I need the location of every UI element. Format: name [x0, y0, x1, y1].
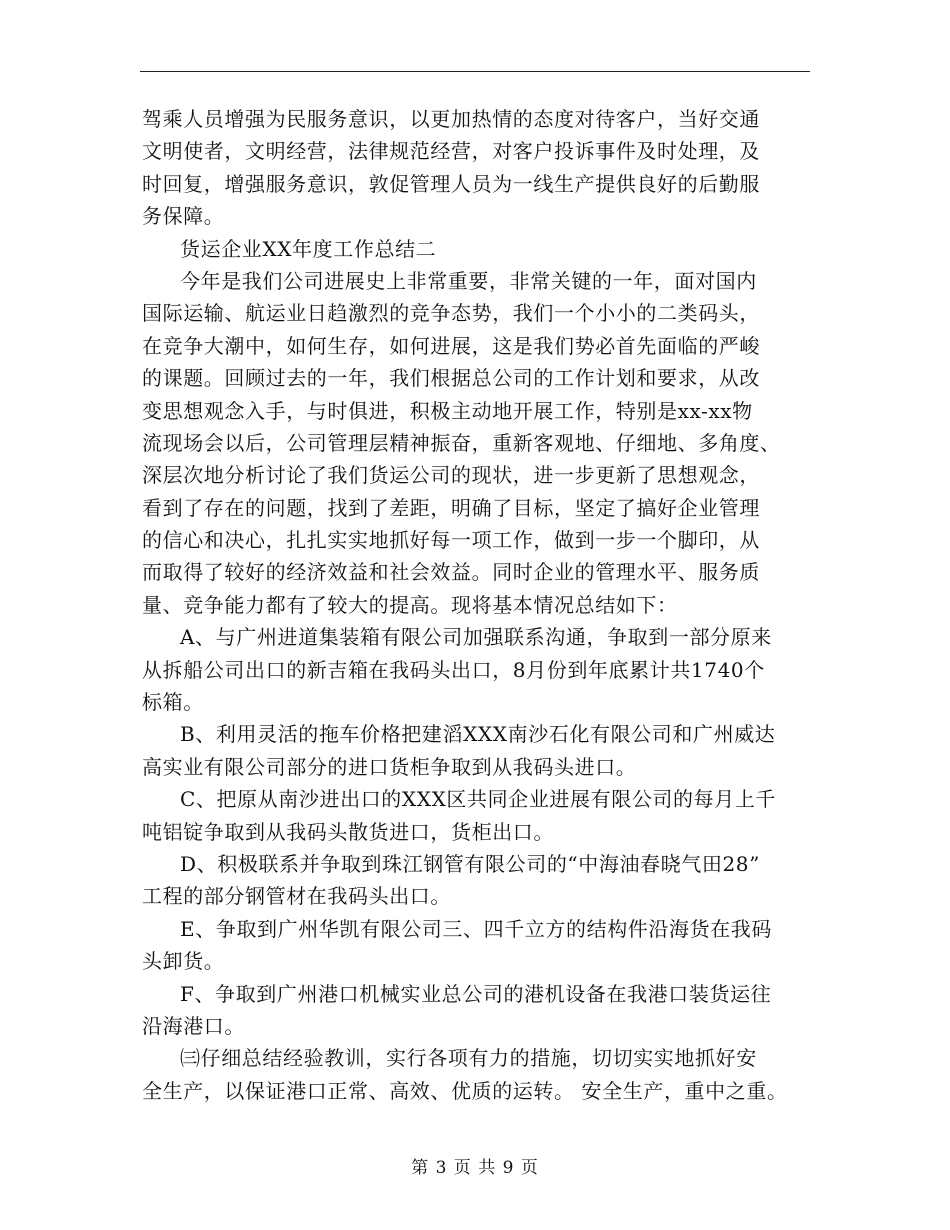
- text-line: 今年是我们公司进展史上非常重要，非常关键的一年，面对国内: [180, 268, 757, 293]
- list-item-e: E、争取到广州华凯有限公司三、四千立方的结构件沿海货在我码: [180, 916, 772, 941]
- text-line: 时回复，增强服务意识，敦促管理人员为一线生产提供良好的后勤服: [142, 171, 760, 196]
- text-line: 驾乘人员增强为民服务意识，以更加热情的态度对待客户，当好交通: [142, 107, 760, 131]
- text-line: 从拆船公司出口的新吉箱在我码头出口，8月份到年底累计共1740个: [142, 657, 765, 682]
- list-item-c: C、把原从南沙进出口的XXX区共同企业进展有限公司的每月上千: [180, 787, 777, 812]
- section-3-start: ㈢仔细总结经验教训，实行各项有力的措施，切切实实地抓好安: [180, 1046, 757, 1071]
- section-heading: 货运企业XX年度工作总结二: [180, 236, 437, 261]
- page-number: 第 3 页 共 9 页: [411, 1158, 539, 1178]
- list-item-d: D、积极联系并争取到珠江钢管有限公司的“中海油春晓气田28”: [180, 851, 760, 876]
- text-line: 的信心和决心，扎扎实实地抓好每一项工作，做到一步一个脚印，从: [142, 528, 760, 553]
- text-line: 流现场会以后，公司管理层精神振奋，重新客观地、仔细地、多角度、: [142, 430, 781, 455]
- text-line: 务保障。: [142, 204, 225, 229]
- text-line: 而取得了较好的经济效益和社会效益。同时企业的管理水平、服务质: [142, 560, 760, 585]
- text-line: 工程的部分钢管材在我码头出口。: [142, 884, 451, 909]
- text-line: 的课题。回顾过去的一年，我们根据总公司的工作计划和要求，从改: [142, 366, 760, 391]
- text-line: 量、竞争能力都有了较大的提高。现将基本情况总结如下：: [142, 592, 678, 617]
- list-item-f: F、争取到广州港口机械实业总公司的港机设备在我港口装货运往: [180, 981, 772, 1006]
- text-line: 标箱。: [142, 690, 204, 715]
- text-line: 全生产，以保证港口正常、高效、优质的运转。 安全生产，重中之重。: [142, 1078, 788, 1103]
- text-line: 高实业有限公司部分的进口货柜争取到从我码头进口。: [142, 754, 637, 779]
- text-line: 深层次地分析讨论了我们货运公司的现状，进一步更新了思想观念，: [142, 463, 760, 488]
- text-line: 在竞争大潮中，如何生存，如何进展，这是我们势必首先面临的严峻: [142, 333, 760, 358]
- text-line: 文明使者，文明经营，法律规范经营，对客户投诉事件及时处理，及: [142, 139, 760, 164]
- text-line: 沿海港口。: [142, 1013, 245, 1038]
- text-line: 国际运输、航运业日趋激烈的竞争态势，我们一个小小的二类码头，: [142, 301, 760, 326]
- header-rule: [140, 71, 810, 72]
- list-item-a: A、与广州进道集装箱有限公司加强联系沟通，争取到一部分原来: [180, 625, 772, 650]
- text-line: 变思想观念入手，与时俱进，积极主动地开展工作，特别是xx-xx物: [142, 398, 753, 423]
- text-line: 看到了存在的问题，找到了差距，明确了目标，坚定了搞好企业管理: [142, 495, 760, 520]
- document-body: [142, 103, 810, 1107]
- text-line: 吨铝锭争取到从我码头散货进口，货柜出口。: [142, 819, 554, 844]
- list-item-b: B、利用灵活的拖车价格把建滔XXX南沙石化有限公司和广州威达: [180, 722, 776, 747]
- text-line: 头卸货。: [142, 949, 225, 974]
